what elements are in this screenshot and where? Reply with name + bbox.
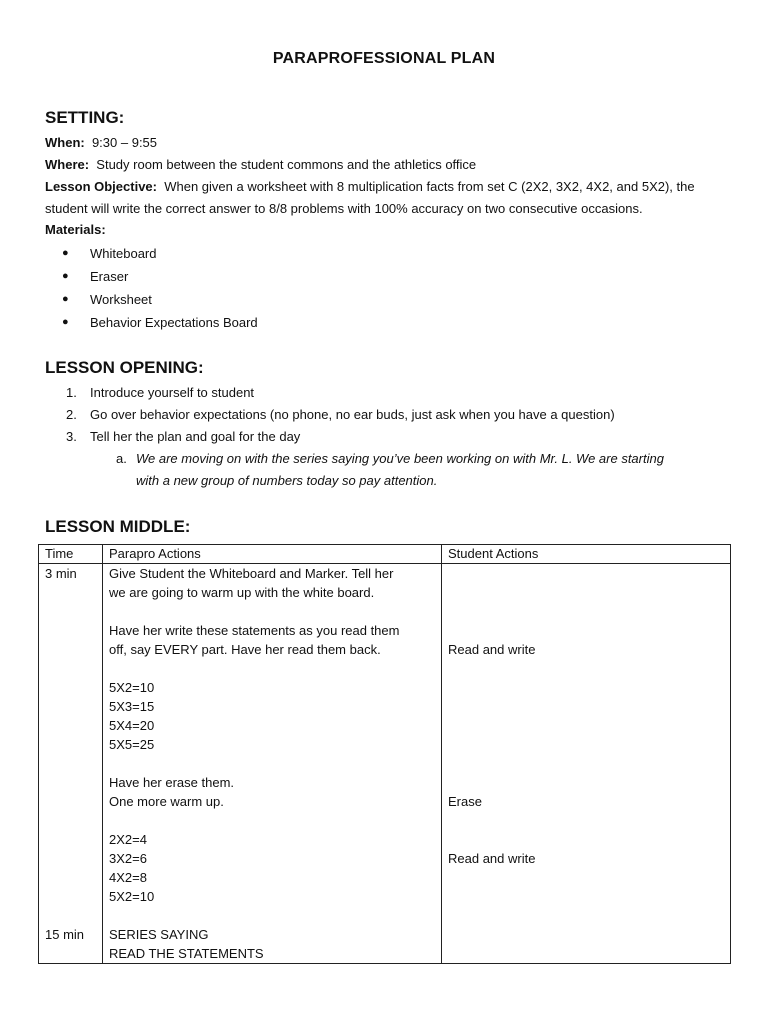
middle-heading: LESSON MIDDLE: — [45, 517, 191, 536]
where-line — [45, 154, 476, 176]
time-cell — [39, 564, 103, 964]
time-3-min: 3 min — [45, 566, 77, 581]
parapro-line — [109, 602, 435, 621]
parapro-line: One more warm up. — [109, 794, 224, 809]
substep-line-2: with a new group of numbers today so pay attention. — [136, 473, 438, 488]
parapro-line: 5X4=20 — [109, 718, 155, 733]
parapro-line: 4X2=8 — [109, 870, 147, 885]
parapro-line: 3X2=6 — [109, 851, 147, 866]
page-title: PARAPROFESSIONAL PLAN — [272, 50, 496, 67]
objective-line-2: student will write the correct answer to 8/8 problems with 100% accuracy on two consecutive occasions. — [45, 201, 643, 216]
student-action-erase: Erase — [448, 794, 482, 809]
lesson-table — [38, 544, 731, 964]
objective-text-1: When given a worksheet with 8 multiplication facts from set C (2X2, 3X2, 4X2, and 5X2), the — [164, 179, 695, 194]
student-actions-cell — [442, 564, 731, 964]
parapro-line: Have her erase them. — [109, 775, 235, 790]
parapro-line: off, say EVERY part. Have her read them back. — [109, 642, 381, 657]
materials-line — [45, 219, 106, 241]
objective-label: Lesson Objective: — [45, 179, 157, 194]
column-header-student: Student Actions — [442, 545, 731, 564]
parapro-line: we are going to warm up with the white board. — [109, 585, 375, 600]
substep-line-1: We are moving on with the series saying you’ve been working on with Mr. L. We are starting — [136, 451, 664, 466]
table-row — [39, 564, 731, 964]
objective-line-1 — [45, 176, 695, 198]
list-item: 3. Tell her the plan and goal for the day — [66, 429, 301, 444]
parapro-line: SERIES SAYING — [109, 927, 209, 942]
opening-steps — [66, 382, 615, 448]
parapro-line: 5X2=10 — [109, 680, 155, 695]
parapro-actions-cell — [103, 564, 442, 964]
parapro-line: 5X3=15 — [109, 699, 155, 714]
parapro-line — [109, 659, 435, 678]
parapro-line: Have her write these statements as you read them — [109, 623, 400, 638]
student-action-read-write: Read and write — [448, 642, 536, 657]
where-label: Where: — [45, 157, 90, 172]
column-header-time: Time — [39, 545, 103, 564]
parapro-line: 5X5=25 — [109, 737, 155, 752]
opening-heading: LESSON OPENING: — [45, 358, 204, 377]
parapro-line: Give Student the Whiteboard and Marker. Tell her — [109, 566, 394, 581]
list-item: 2. Go over behavior expectations (no phone, no ear buds, just ask when you have a question) — [66, 407, 615, 422]
when-label: When: — [45, 135, 85, 150]
time-15-min: 15 min — [45, 927, 85, 942]
parapro-line: 5X2=10 — [109, 889, 155, 904]
when-value: 9:30 – 9:55 — [91, 135, 158, 150]
substep-label: a. — [116, 451, 127, 466]
bullet-icon: ● — [62, 270, 69, 282]
student-action-read-write-2: Read and write — [448, 851, 536, 866]
materials-label: Materials: — [45, 222, 106, 237]
list-item: ● Eraser — [62, 265, 258, 288]
bullet-icon: ● — [62, 316, 69, 328]
list-item: ● Worksheet — [62, 288, 258, 311]
parapro-line — [109, 811, 435, 830]
parapro-line: READ THE STATEMENTS — [109, 946, 264, 961]
materials-list — [62, 242, 258, 334]
bullet-icon: ● — [62, 247, 69, 259]
bullet-icon: ● — [62, 293, 69, 305]
column-header-parapro: Parapro Actions — [103, 545, 442, 564]
where-value: Study room between the student commons and the athletics office — [96, 157, 477, 172]
list-item: ● Behavior Expectations Board — [62, 311, 258, 334]
setting-heading: SETTING: — [45, 108, 125, 127]
when-line — [45, 132, 157, 154]
parapro-line — [109, 754, 435, 773]
list-item: ● Whiteboard — [62, 242, 258, 265]
parapro-line: 2X2=4 — [109, 832, 147, 847]
table-header-row — [39, 545, 731, 564]
list-item: 1. Introduce yourself to student — [66, 385, 255, 400]
parapro-line — [109, 906, 435, 925]
